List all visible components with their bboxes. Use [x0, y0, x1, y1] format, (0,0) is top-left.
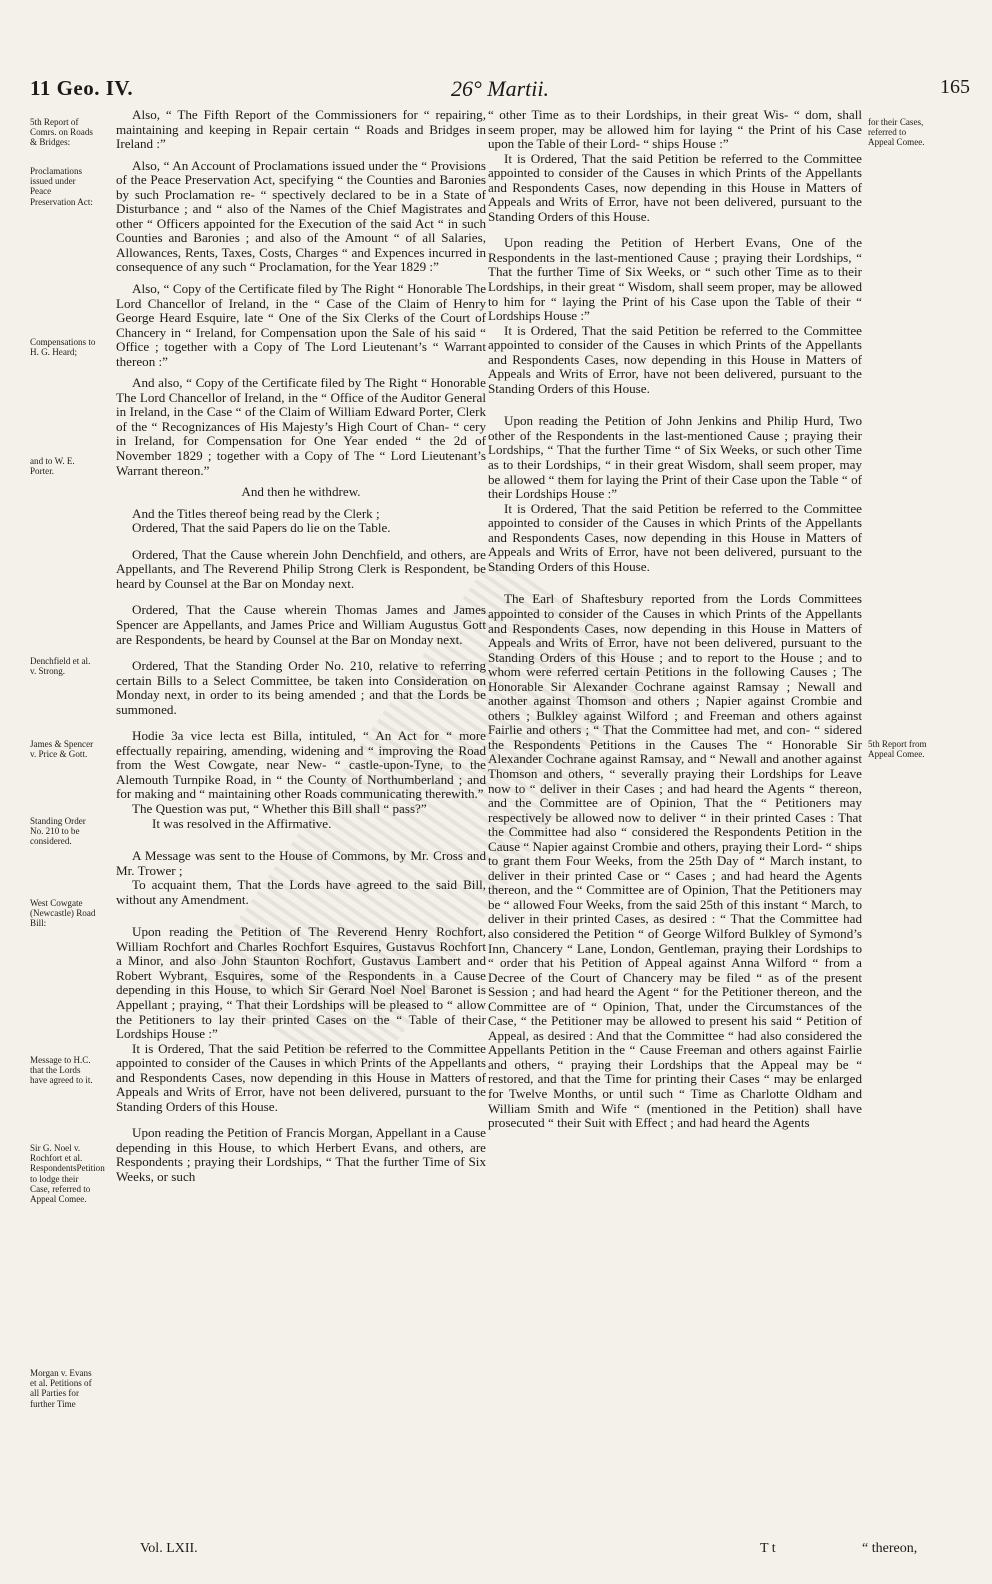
margin-note: 5th Report of Comrs. on Roads & Bridges:	[30, 117, 93, 148]
paragraph: It is Ordered, That the said Petition be referred to the Committee appointed to consider of the Causes in which Prints of the Appellants and Respondents Cases, now depending in this House in Matters of Appeals and Writs of Error, have not been delivered, pursuant to the Standing Orders of this House.	[488, 500, 862, 574]
paragraph: Ordered, That the Cause wherein John Denchfield, and others, are Appellants, and The Reverend Philip Strong Clerk is Respondent, be heard by Counsel at the Bar on Monday next.	[116, 546, 486, 591]
paragraph: Also, “ Copy of the Certificate filed by The Right “ Honorable The Lord Chancellor of Ireland, in the “ Case of the Claim of Henry George Heard Esquire, late “ One of the Six Clerks of the Court of Chancery in “ Ireland, for Compensation upon the Sale of his said “ Office ; together with a Copy of The Lord Lieutenant’s “ Warrant thereon :”	[116, 281, 486, 369]
paragraph: It is Ordered, That the said Petition be referred to the Committee appointed to consider of the Causes in which Prints of the Appellants and Respondents Cases, now depending in this House in Matters of Appeals and Writs of Error, have not been delivered, pursuant to the Standing Orders of this House.	[488, 322, 862, 396]
margin-note: Compensations to H. G. Heard;	[30, 337, 96, 358]
paragraph: A Message was sent to the House of Commons, by Mr. Cross and Mr. Trower ;	[116, 848, 486, 878]
paragraph: Also, “ The Fifth Report of the Commissioners for “ repairing, maintaining and keeping in Repair certain “ Roads and Bridges in Ireland :”	[116, 107, 486, 152]
paragraph: Ordered, That the Cause wherein Thomas James and James Spencer are Appellants, and James Price and William Augustus Gott are Respondents, be heard by Counsel at the Bar on Monday next.	[116, 602, 486, 647]
paragraph: Hodie 3a vice lecta est Billa, intituled, “ An Act for “ more effectually repairing, amending, widening and “ improving the Road from the West Cowgate, near New- “ castle-upon-Tyne, to the Alemouth Turnpike Road, in “ the County of Northumberland ; and for making and “ maintaining other Roads communicating therewith.”	[116, 728, 486, 802]
paragraph: It was resolved in the Affirmative.	[152, 815, 332, 831]
paragraph: And the Titles thereof being read by the Clerk ;	[132, 505, 380, 521]
left-column	[116, 108, 486, 1185]
paragraph: To acquaint them, That the Lords have agreed to the said Bill, without any Amendment.	[116, 877, 486, 907]
margin-note: Sir G. Noel v. Rochfort et al. RespondentsPetition to lodge their Case, referred to Appeal Comee.	[30, 1143, 105, 1205]
right-column	[488, 108, 862, 1131]
margin-note: 5th Report from Appeal Comee.	[868, 739, 927, 760]
paragraph: And then he withdrew.	[241, 484, 361, 500]
paragraph: Also, “ An Account of Proclamations issued under the “ Provisions of the Peace Preservation Act, specifying “ the Counties and Baronies by such Proclamation re- “ spectively declared to be in a State of Disturbance ; and “ also of the Names of the Chief Magistrates and other “ Officers appointed for the Execution of the said Act “ in such Counties and Baronies ; and also of the Amount “ of all Salaries, Allowances, Rents, Taxes, Costs, Charges “ and Expences incurred in consequence of any such “ Proclamation, for the Year 1829 :”	[116, 157, 486, 275]
paragraph: It is Ordered, That the said Petition be referred to the Committee appointed to consider of the Causes in which Prints of the Appellants and Respondents Cases, now depending in this House in Matters of Appeals and Writs of Error, have not been delivered, pursuant to the Standing Orders of this House.	[488, 150, 862, 224]
margin-note: Morgan v. Evans et al. Petitions of all Parties for further Time	[30, 1368, 92, 1409]
margin-note: Denchfield et al. v. Strong.	[30, 656, 91, 677]
paragraph: Upon reading the Petition of Francis Morgan, Appellant in a Cause depending in this House, to which Herbert Evans, and others, are Respondents ; praying their Lordships, “ That the further Time of Six Weeks, or such	[116, 1125, 486, 1184]
volume-label: Vol. LXII.	[140, 1541, 198, 1556]
paragraph: Ordered, That the said Papers do lie on the Table.	[132, 520, 391, 536]
margin-note: and to W. E. Porter.	[30, 456, 75, 477]
paragraph: Upon reading the Petition of John Jenkins and Philip Hurd, Two other of the Respondents in the last-mentioned Cause ; praying their Lordships, “ That the further Time “ of Six Weeks, or such other Time as to their Lordships, “ in their great Wisdom, shall seem proper, may be allowed “ them for laying the Print of their Case upon the Table “ of their Lordships House :”	[488, 413, 862, 502]
margin-note: West Cowgate (Newcastle) Road Bill:	[30, 898, 96, 929]
paragraph: And also, “ Copy of the Certificate filed by The Right “ Honorable The Lord Chancellor of Ireland, in the “ Office of the Auditor General in Ireland, in the Case “ of the Claim of William Edward Porter, Clerk of the “ Recognizances of His Majesty’s High Court of Chan- “ cery in Ireland, for Compensation for One Year ended “ the 2d of November 1829 ; together with a Copy of The “ Lord Lieutenant’s Warrant thereon.”	[116, 375, 486, 478]
paragraph: “ other Time as to their Lordships, in their great Wis- “ dom, shall seem proper, may be allowed him for laying “ the Print of his Case upon the Table of their Lord- “ ships House :”	[488, 107, 862, 152]
paragraph: The Question was put, “ Whether this Bill shall “ pass?”	[132, 800, 427, 816]
margin-note: James & Spencer v. Price & Gott.	[30, 739, 94, 760]
margin-note: Message to H.C. that the Lords have agreed to it.	[30, 1055, 93, 1086]
header-date: 26° Martii.	[450, 76, 550, 101]
header-regnal-year: 11 Geo. IV.	[30, 76, 134, 100]
page-number: 165	[940, 76, 970, 98]
paragraph: Upon reading the Petition of Herbert Evans, One of the Respondents in the last-mentioned Cause ; praying their Lordships, “ That the further Time of Six Weeks, or “ such other Time as to their Lordships, in their great “ Wisdom, shall seem proper, may be allowed to him for “ laying the Print of his Case upon the Table of their “ Lordships House :”	[488, 235, 862, 324]
paragraph: The Earl of Shaftesbury reported from the Lords Committees appointed to consider of the Causes in which Prints of the Appellants and Respondents Cases, now depending in this House in Matters of Appeals and Writs of Error, have not been delivered, pursuant to the Standing Orders of this House ; and to report to the House ; and to whom were referred certain Petitions in the following Causes ; The Honorable Sir Alexander Cochrane against Ramsay ; Newall and another against Thomson and others ; Napier against Crombie and others ; Bulkley against Wilford ; and Freeman and others against Fairlie and others ; “ That the Committee had met, and con- “ sidered the Respondents Petitions in the Causes The “ Honorable Sir Alexander Cochrane against Ramsay, and “ Newall and another against Thomson and others, “ severally praying their Lordships for Leave now to “ deliver in their Cases ; and had heard the Agents “ thereon, and the Committee are of Opinion, That the “ Petitioners may respectively be allowed now to deliver “ in their printed Cases : That the Committee had also “ considered the Respondents Petition in the Cause “ Napier against Crombie and others, praying their Lord- “ ships to grant them Four Weeks, from the 25th Day of “ March instant, to deliver in their printed Case or “ Cases ; and had heard the Agents thereon, and the “ Committee are of Opinion, That the Petitioners may be “ allowed Four Weeks, from the said 25th of this instant “ March, to deliver in their printed Cases, as desired : “ That the Committee had also considered the Petition “ of George Wilford Bulkley of Symond’s Inn, Chancery “ Lane, London, Gentleman, praying their Lordships to “ order that his Petition of Appeal against Anna Wilford “ from a Decree of the Court of Chancery may be filed “ as of the present Session ; and had heard the Agent “ for the Petitioner thereon, and the Committee are of “ Opinion, That, under the Circumstances of the Case, “ the Petitioner may be allowed to present his said “ Petition of Appeal, as desired : And that the Committee “ had also considered the Appellants Petition in the “ Cause Freeman and others against Fairlie and others, “ praying their Lordships that the Appeal may be “ restored, and that the Time for printing their Cases “ may be enlarged for Twelve Months, or until such “ Time as Charlotte Oldham and William Smith and Wife “ (mentioned in the Petition) shall have prosecuted “ their Suit with Effect ; and had heard the Agents	[488, 591, 862, 1131]
paragraph: Ordered, That the Standing Order No. 210, relative to referring certain Bills to a Select Committee, be taken into Consideration on Monday next, in order to its being amended ; and that the Lords be summoned.	[116, 658, 486, 717]
page-header	[30, 76, 970, 106]
margin-note: for their Cases, referred to Appeal Comee.	[868, 117, 925, 148]
margin-note: Proclamations issued under Peace Preservation Act:	[30, 166, 93, 207]
catchword: “ thereon,	[862, 1541, 918, 1556]
paragraph: It is Ordered, That the said Petition be referred to the Committee appointed to consider of the Causes in which Prints of the Appellants and Respondents Cases, now depending in this House in Matters of Appeals and Writs of Error, have not been delivered, pursuant to the Standing Orders of this House.	[116, 1040, 486, 1114]
paragraph: Upon reading the Petition of The Reverend Henry Rochfort, William Rochfort and Charles Rochfort Esquires, Gustavus Rochfort a Minor, and also John Staunton Rochfort, Gustavus Lambert and Robert Wybrant, Esquires, some of the Respondents in a Cause depending in this House, to which Sir Gerard Noel Noel Baronet is Appellant ; praying, “ That their Lordships will be pleased to “ allow the Petitioners to lay their printed Cases on the “ Table of their Lordships House :”	[116, 924, 486, 1042]
signature-mark: T t	[760, 1541, 776, 1556]
margin-note: Standing Order No. 210 to be considered.	[30, 816, 86, 847]
